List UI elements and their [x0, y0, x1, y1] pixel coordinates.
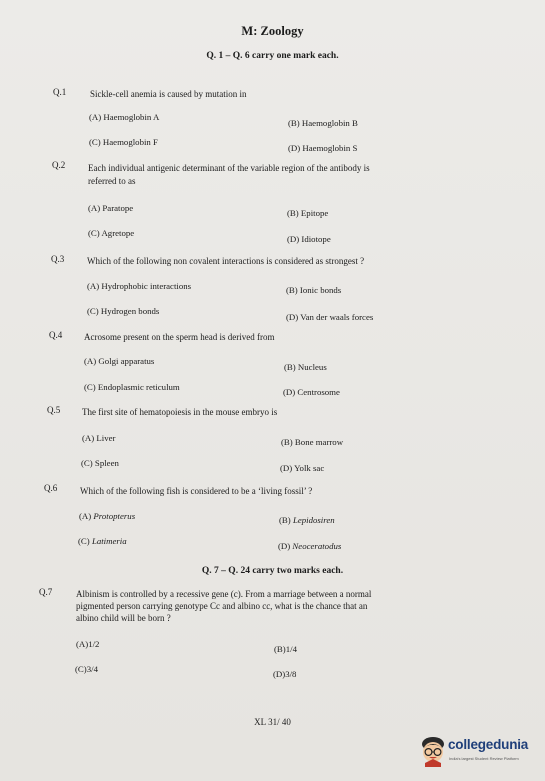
option-b: (B) Epitope — [287, 208, 329, 218]
option-b: (B) Lepidosiren — [279, 515, 335, 525]
option-c: (C) Haemoglobin F — [89, 137, 158, 147]
question-text: Which of the following fish is considered to be a ‘living fossil’ ? — [80, 486, 313, 496]
option-a: (A) Liver — [82, 433, 116, 443]
option-b: (B) Ionic bonds — [286, 285, 342, 295]
question-text-line2: pigmented person carrying genotype Cc and albino cc, what is the chance that an — [76, 601, 368, 611]
question-number: Q.7 — [39, 587, 53, 597]
option-d: (D) Van der waals forces — [286, 312, 374, 322]
question-text: Albinism is controlled by a recessive gene (c). From a marriage between a normal — [76, 589, 372, 599]
logo-name: collegedunia — [448, 737, 529, 752]
question-number: Q.1 — [53, 87, 67, 97]
option-b: (B) Bone marrow — [281, 437, 344, 447]
option-c: (C) Hydrogen bonds — [87, 306, 160, 316]
question-number: Q.6 — [44, 483, 58, 493]
question-number: Q.5 — [47, 405, 61, 415]
question-text-line2: referred to as — [88, 176, 136, 186]
option-c: (C)3/4 — [75, 664, 98, 674]
question-text: Each individual antigenic determinant of the variable region of the antibody is — [88, 163, 370, 173]
option-c: (C) Endoplasmic reticulum — [84, 382, 180, 392]
option-c: (C) Spleen — [81, 458, 119, 468]
option-d: (D)3/8 — [273, 669, 297, 679]
section-heading-one-mark: Q. 1 – Q. 6 carry one mark each. — [206, 51, 339, 61]
option-d: (D) Yolk sac — [280, 463, 325, 473]
option-b: (B)1/4 — [274, 644, 297, 654]
option-d: (D) Centrosome — [283, 387, 340, 397]
option-a: (A) Hydrophobic interactions — [87, 281, 192, 291]
logo-tagline: India's largest Student Review Platform — [449, 756, 519, 761]
option-d: (D) Haemoglobin S — [288, 143, 358, 153]
question-number: Q.4 — [49, 330, 63, 340]
question-number: Q.3 — [51, 254, 65, 264]
collegedunia-logo[interactable] — [418, 733, 540, 773]
option-a: (A) Golgi apparatus — [84, 356, 155, 366]
option-c: (C) Agretope — [88, 228, 135, 238]
option-c: (C) Latimeria — [78, 536, 127, 546]
option-d: (D) Neoceratodus — [278, 541, 342, 551]
question-text-line3: albino child will be born ? — [76, 613, 171, 623]
option-b: (B) Haemoglobin B — [288, 118, 358, 128]
question-text: Which of the following non covalent interactions is considered as strongest ? — [87, 256, 365, 266]
option-a: (A)1/2 — [76, 639, 100, 649]
section-heading-two-marks: Q. 7 – Q. 24 carry two marks each. — [201, 566, 344, 576]
question-text: The first site of hematopoiesis in the mouse embryo is — [82, 407, 278, 417]
question-text: Acrosome present on the sperm head is derived from — [84, 332, 275, 342]
question-number: Q.2 — [52, 160, 66, 170]
question-text: Sickle-cell anemia is caused by mutation in — [90, 89, 247, 99]
option-b: (B) Nucleus — [284, 362, 327, 372]
page-footer: XL 31/ 40 — [254, 717, 291, 727]
page-title: M: Zoology — [241, 24, 304, 38]
option-a: (A) Paratope — [88, 203, 134, 213]
mascot-icon — [418, 735, 448, 767]
option-d: (D) Idiotope — [287, 234, 331, 244]
option-a: (A) Protopterus — [79, 511, 136, 521]
option-a: (A) Haemoglobin A — [89, 112, 160, 122]
